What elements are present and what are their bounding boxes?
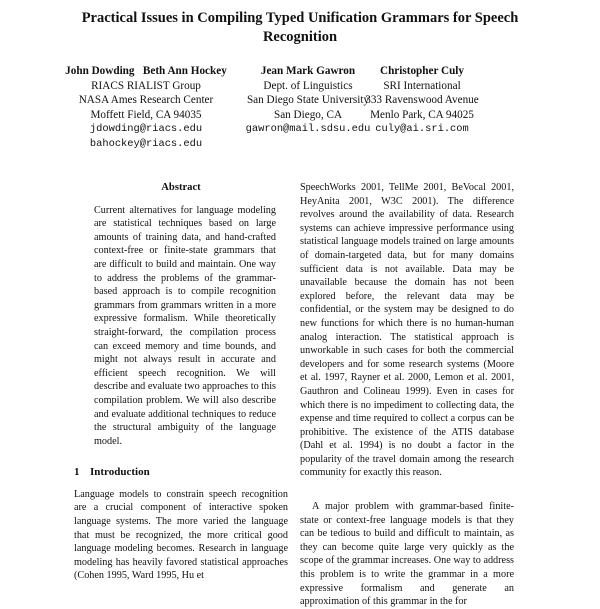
- author-location: San Diego, CA: [273, 108, 343, 121]
- author-institution: San Diego State University: [246, 94, 370, 107]
- author-names: Christopher Culy: [379, 65, 465, 77]
- section-heading: [74, 466, 288, 480]
- section-title: Introduction: [90, 466, 150, 479]
- body-paragraph: SpeechWorks 2001, TellMe 2001, BeVocal 2001, HeyAnita 2001, W3C 2001). The difference revolves around the availability of data. Research systems can achieve impressive performance using statistical language models trained on large amounts of domain-targeted data, but for many domains sufficient data is not available. Data may be unavailable because the domain has not been explored before, the relevant data may be confidential, or the system may be designed to do new functions for which there is no human-human analog interaction. The statistical approach is unworkable in such cases for both the commercial developers and for some research systems (Moore et al. 1997, Rayner et al. 2000, Lemon et al. 2001, Gauthron and Colineau 1999). Even in cases for which there is no impediment to collecting data, the expense and time required to collect a corpus can be prohibitive. The existence of the ATIS database (Dahl et al. 1994) is no doubt a factor in the popularity of the travel domain among the research community for exactly this reason.: [300, 182, 514, 479]
- author-block-culy: [326, 64, 518, 137]
- author-email: jdowding@riacs.edu: [89, 123, 203, 136]
- author-institution: NASA Ames Research Center: [78, 94, 214, 107]
- author-location: Menlo Park, CA 94025: [370, 108, 474, 121]
- left-column: [74, 181, 288, 583]
- abstract-heading: Abstract: [161, 182, 201, 193]
- author-names: John Dowding Beth Ann Hockey: [65, 65, 227, 77]
- author-affiliation: SRI International: [383, 79, 461, 92]
- abstract-text: Current alternatives for language modeling are statistical techniques based on large amounts of training data, and hand-crafted context-free or finite-state grammars that are difficult to build and maintain. One way to address the problems of the grammar-based approach is to compile recognition grammars from grammars written in a more expressive formalism. While theoretically straight-forward, the compilation process can exceed memory and time bounds, and might not always result in accurate and efficient speech recognition. We will describe and evaluate two approaches to this compilation problem. We will also describe and evaluate additional techniques to reduce the structural ambiguity of the language model.: [94, 204, 276, 447]
- paper-title: Practical Issues in Compiling Typed Unification Grammars for Speech Recognition: [81, 10, 519, 45]
- author-email: gawron@mail.sdsu.edu: [245, 123, 371, 136]
- body-paragraph: A major problem with grammar-based finite-state or context-free language models is that they can be tedious to build and difficult to maintain, as they can become quite large very quickly as the scope of the grammar increases. One way to address this problem is to write the grammar in a more expressive formalism and generate an approximation of this grammar in the for: [300, 501, 514, 608]
- author-block-dowding-hockey: [56, 64, 236, 152]
- author-affiliation: Dept. of Linguistics: [263, 79, 353, 92]
- author-email: culy@ai.sri.com: [375, 123, 469, 136]
- author-institution: 333 Ravenswood Avenue: [365, 94, 479, 107]
- section-number: 1: [74, 466, 80, 479]
- author-email: bahockey@riacs.edu: [89, 137, 203, 150]
- author-names: Jean Mark Gawron: [260, 65, 356, 77]
- right-column: [300, 181, 514, 609]
- author-affiliation: RIACS RIALIST Group: [91, 79, 201, 92]
- author-location: Moffett Field, CA 94035: [90, 108, 202, 121]
- intro-paragraph: Language models to constrain speech recognition are a crucial component of interactive spoken language systems. The more varied the language that must be recognized, the more critical good language modeling becomes. Research in language modeling has heavily favored statistical approaches (Cohen 1995, Ward 1995, Hu et: [74, 488, 288, 582]
